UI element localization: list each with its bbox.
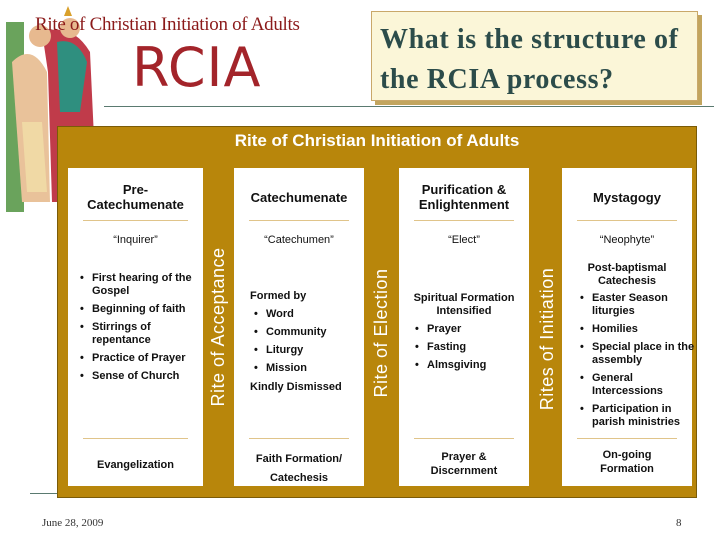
- stage-footer: Faith Formation/ Catechesis: [255, 453, 343, 484]
- stage-purification-enlightenment: [399, 168, 529, 486]
- list-item: • Easter Season liturgies: [592, 292, 704, 318]
- list-item: • Participation in parish ministries: [592, 403, 704, 429]
- stage-heading: Purification & Enlightenment: [418, 182, 510, 212]
- divider-bottom: [30, 493, 60, 494]
- list-item: • First hearing of the Gospel: [92, 272, 212, 298]
- list-item: • Homilies: [592, 323, 704, 336]
- list-item: • Prayer: [427, 323, 539, 336]
- stage-role: “Neophyte”: [599, 234, 655, 246]
- list-item: • Special place in the assembly: [592, 341, 704, 367]
- stage-pre-catechumenate: [68, 168, 203, 486]
- stage-intro: Spiritual Formation Intensified: [413, 292, 515, 317]
- logo-subtitle: Rite of Christian Initiation of Adults: [35, 14, 300, 35]
- list-item: • Fasting: [427, 341, 539, 354]
- rite-of-election-label: Rite of Election: [371, 268, 391, 398]
- stage-items: [413, 323, 539, 377]
- list-item: • Liturgy: [266, 344, 376, 357]
- rites-of-initiation-label: Rites of Initiation: [537, 267, 557, 411]
- stage-footer: On-going Formation: [600, 449, 654, 475]
- separator: [83, 220, 188, 221]
- stage-heading: Mystagogy: [593, 190, 661, 205]
- stage-intro: Formed by: [250, 290, 307, 302]
- list-item: • General Intercessions: [592, 372, 704, 398]
- slide-number: 8: [676, 517, 682, 529]
- list-item: • Word: [266, 308, 376, 321]
- stage-role: “Elect”: [448, 234, 480, 246]
- stage-footer: Prayer & Discernment: [430, 451, 498, 477]
- separator: [249, 438, 349, 439]
- separator: [577, 438, 677, 439]
- logo-rcia-title: RCIA: [132, 36, 262, 99]
- list-item: • Almsgiving: [427, 359, 539, 372]
- list-item: • Mission: [266, 362, 376, 375]
- stage-catechumenate: [234, 168, 364, 486]
- slide-date: June 28, 2009: [42, 517, 104, 529]
- question-text: What is the structure of the RCIA process?: [380, 24, 679, 95]
- stage-intro: Post-baptismal Catechesis: [587, 262, 667, 287]
- stage-role: “Catechumen”: [264, 234, 334, 246]
- list-item: • Sense of Church: [92, 370, 212, 383]
- list-item: • Community: [266, 326, 376, 339]
- divider-top: [104, 106, 714, 107]
- separator: [249, 220, 349, 221]
- rite-of-acceptance-label: Rite of Acceptance: [208, 247, 228, 407]
- list-item: • Practice of Prayer: [92, 352, 212, 365]
- panel-title: Rite of Christian Initiation of Adults: [234, 131, 520, 150]
- separator: [83, 438, 188, 439]
- stage-items: [78, 272, 212, 388]
- separator: [414, 438, 514, 439]
- stage-heading: Catechumenate: [250, 190, 348, 205]
- separator: [414, 220, 514, 221]
- stage-items: [578, 292, 704, 434]
- stage-footer: Evangelization: [96, 459, 175, 471]
- stage-role: “Inquirer”: [113, 234, 158, 246]
- stage-heading: Pre- Catechumenate: [87, 182, 184, 212]
- stage-outro: Kindly Dismissed: [250, 381, 342, 393]
- list-item: • Stirrings of repentance: [92, 321, 212, 347]
- stage-mystagogy: [562, 168, 695, 486]
- list-item: • Beginning of faith: [92, 303, 212, 316]
- stage-items: [252, 308, 376, 380]
- separator: [577, 220, 677, 221]
